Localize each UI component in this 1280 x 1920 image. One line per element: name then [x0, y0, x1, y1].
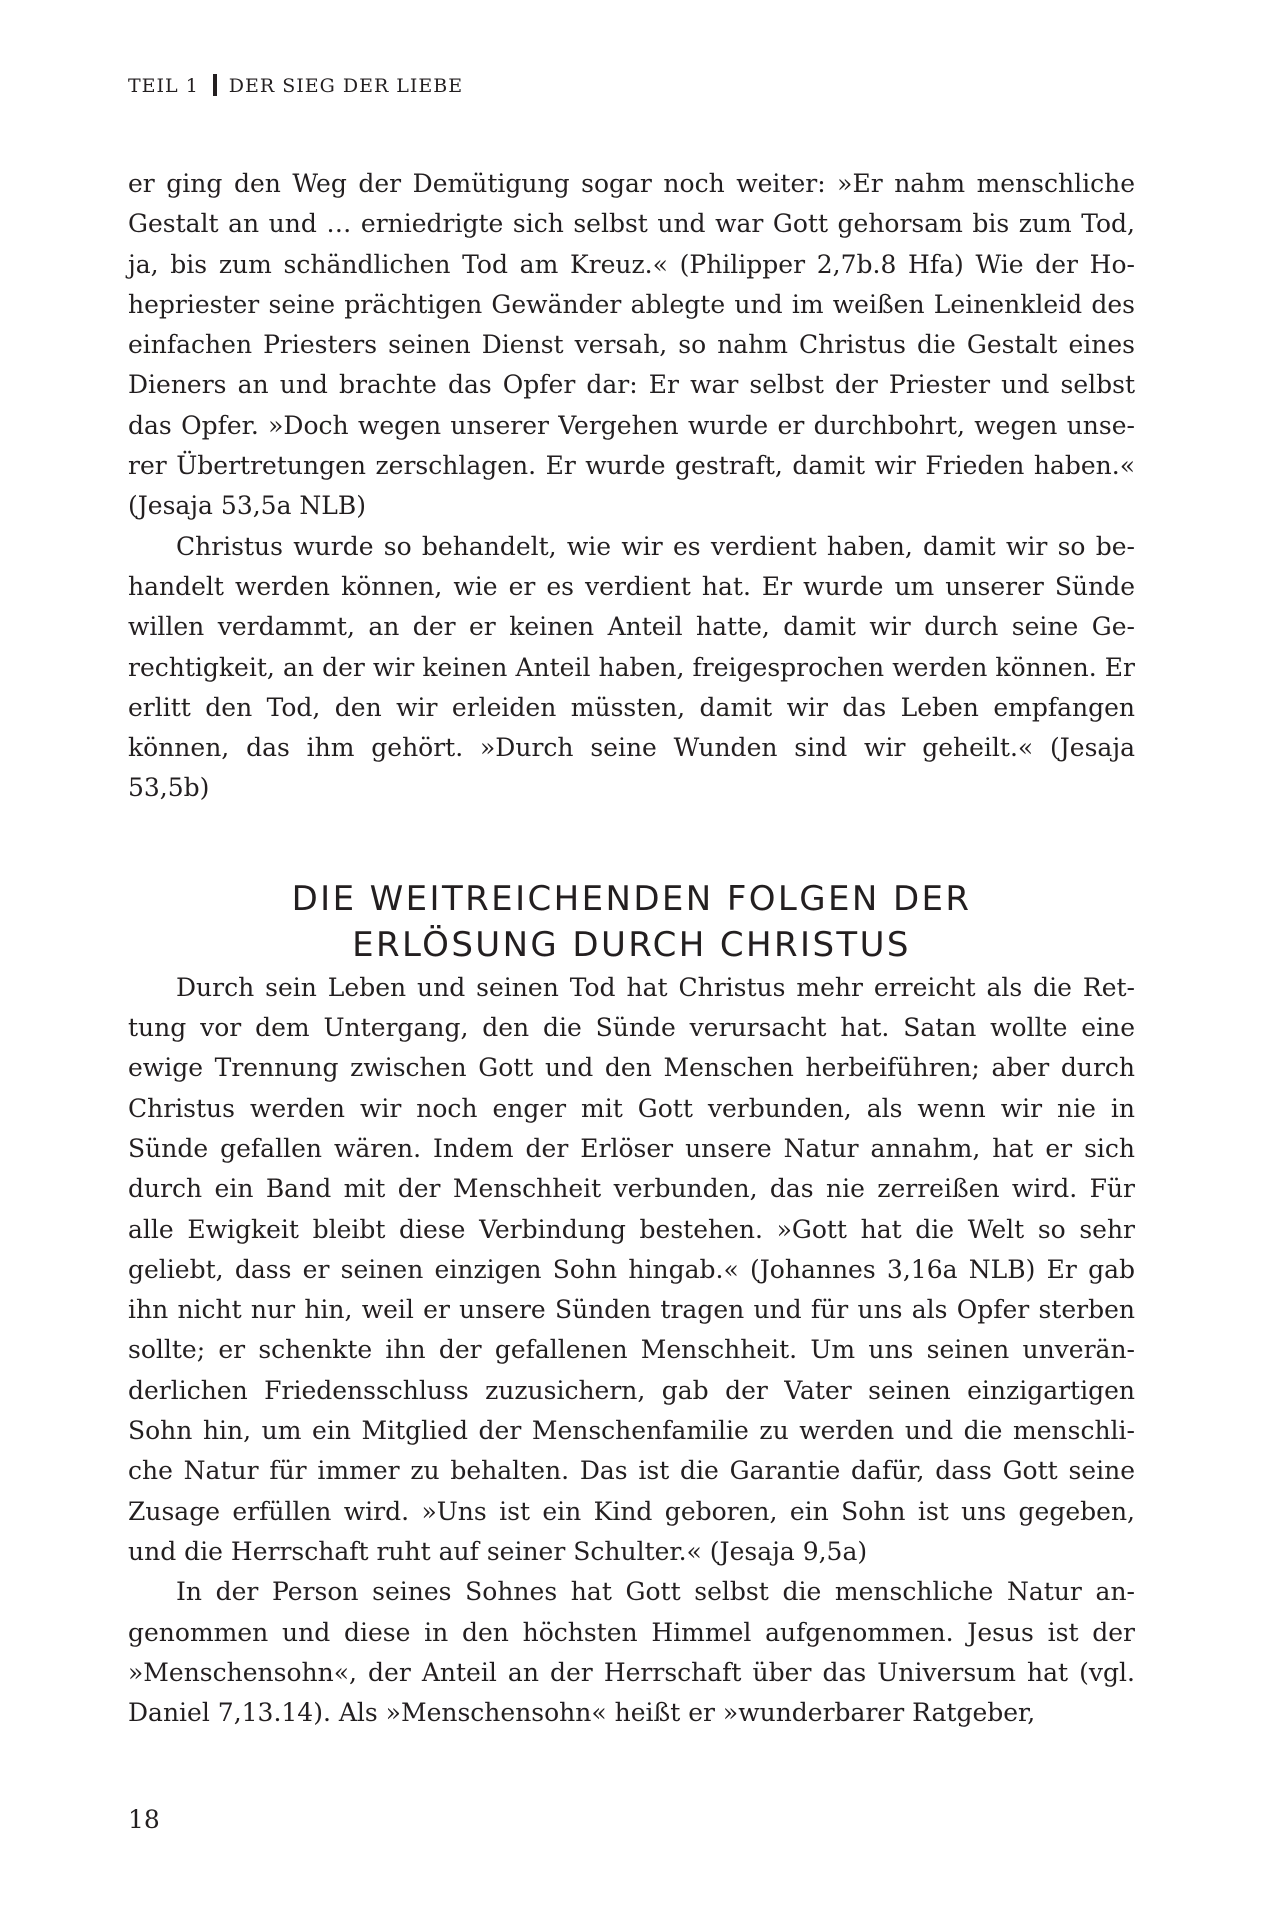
page-number: 18 [128, 1805, 160, 1834]
section-heading-line-1: DIE WEITREICHENDEN FOLGEN DER [291, 878, 972, 919]
section-heading-line-2: ERLÖSUNG DURCH CHRISTUS [352, 924, 911, 965]
page-body [128, 164, 1135, 1733]
section-heading [128, 876, 1135, 968]
paragraph: er ging den Weg der Demütigung sogar noch weiter: »Er nahm menschliche Gestalt an und … erniedrigte sich selbst und war Gott gehorsam bis zum Tod, ja, bis zum schändlichen Tod am Kreuz.« (Philipper 2,7b.8 Hfa) Wie der Hohepriester seine prächtigen Gewänder ablegte und im weißen Leinenkleid des einfachen Priesters seinen Dienst versah, so nahm Christus die Gestalt eines Dieners an und brachte das Opfer dar: Er war selbst der Priester und selbst das Opfer. »Doch wegen unserer Vergehen wurde er durchbohrt, wegen unserer Übertretungen zerschlagen. Er wurde gestraft, damit wir Frieden haben.« (Jesaja 53,5a NLB) [128, 169, 1135, 521]
paragraph: In der Person seines Sohnes hat Gott selbst die menschliche Natur angenommen und diese in den höchsten Himmel aufgenommen. Jesus ist der »Menschensohn«, der Anteil an der Herrschaft über das Universum hat (vgl. Daniel 7,13.14). Als »Menschensohn« heißt er »wunderbarer Ratgeber, [128, 1577, 1135, 1728]
running-head-chapter: DER SIEG DER LIEBE [228, 75, 464, 97]
running-head-separator [213, 74, 217, 96]
paragraph: Durch sein Leben und seinen Tod hat Christus mehr erreicht als die Rettung vor dem Untergang, den die Sünde verursacht hat. Satan wollte eine ewige Trennung zwischen Gott und den Menschen herbeiführen; aber durch Christus werden wir noch enger mit Gott verbunden, als wenn wir nie in Sünde gefallen wären. Indem der Erlöser unsere Natur annahm, hat er sich durch ein Band mit der Menschheit verbunden, das nie zerreißen wird. Für alle Ewigkeit bleibt diese Verbindung bestehen. »Gott hat die Welt so sehr geliebt, dass er seinen einzigen Sohn hingab.« (Johannes 3,16a NLB) Er gab ihn nicht nur hin, weil er unsere Sünden tragen und für uns als Opfer sterben sollte; er schenkte ihn der gefallenen Menschheit. Um uns seinen unveränderlichen Friedensschluss zuzusichern, gab der Vater seinen einzigartigen Sohn hin, um ein Mitglied der Menschenfamilie zu werden und die menschliche Natur für immer zu behalten. Das ist die Garantie dafür, dass Gott seine Zusage erfüllen wird. »Uns ist ein Kind geboren, ein Sohn ist uns gegeben, und die Herrschaft ruht auf seiner Schulter.« (Jesaja 9,5a) [128, 972, 1135, 1566]
running-head [128, 72, 463, 100]
paragraph: Christus wurde so behandelt, wie wir es verdient haben, damit wir so behandelt werden können, wie er es verdient hat. Er wurde um unserer Sünde willen verdammt, an der er keinen Anteil hatte, damit wir durch seine Gerechtigkeit, an der wir keinen Anteil haben, freigesprochen werden können. Er erlitt den Tod, den wir erleiden müssten, damit wir das Leben empfangen können, das ihm gehört. »Durch seine Wunden sind wir geheilt.« (Jesaja 53,5b) [128, 531, 1135, 803]
running-head-part: TEIL 1 [128, 75, 199, 97]
